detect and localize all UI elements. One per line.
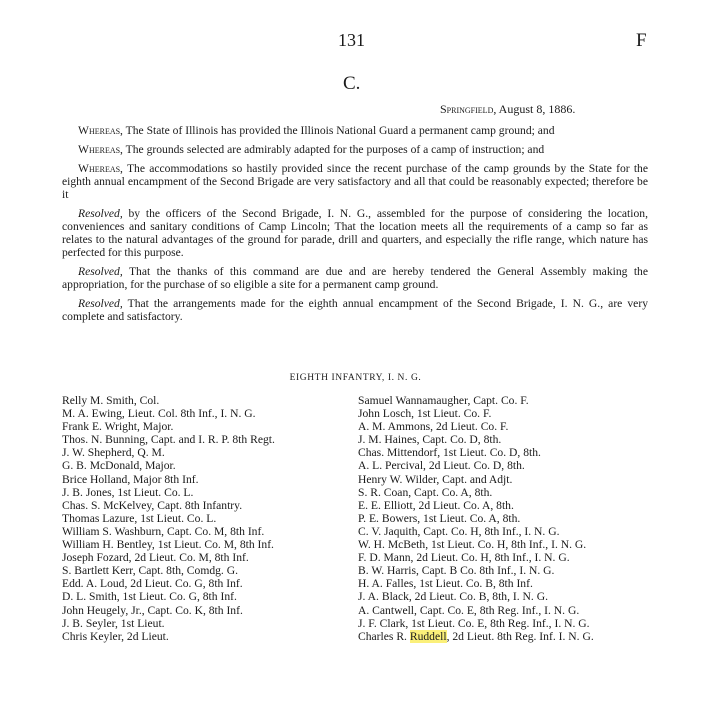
signatory: John Heugely, Jr., Capt. Co. K, 8th Inf. <box>62 603 243 617</box>
paragraph-text: That the thanks of this command are due and are hereby tendered the General Assembly making the appropriation, for the purchase of so eligible a site for a permanent camp ground. <box>62 265 648 291</box>
signatory: Chas. Mittendorf, 1st Lieut. Co. D, 8th. <box>358 446 541 460</box>
signatory: A. M. Ammons, 2d Lieut. Co. F. <box>358 420 509 434</box>
signatory: H. A. Falles, 1st Lieut. Co. B, 8th Inf. <box>358 577 533 591</box>
paragraph-text: The grounds selected are admirably adapted for the purposes of a camp of instruction; and <box>122 143 545 156</box>
signatory: A. L. Percival, 2d Lieut. Co. D, 8th. <box>358 459 525 473</box>
signatory-ruddell <box>358 630 653 643</box>
signatory: J. B. Jones, 1st Lieut. Co. L. <box>62 485 194 499</box>
signatory: A. Cantwell, Capt. Co. E, 8th Reg. Inf., I. N. G. <box>358 603 580 617</box>
signatory: J. M. Haines, Capt. Co. D, 8th. <box>358 433 502 447</box>
signatory: Edd. A. Loud, 2d Lieut. Co. G, 8th Inf. <box>62 577 243 591</box>
dateline <box>440 102 575 117</box>
signatory: J. B. Seyler, 1st Lieut. <box>62 616 165 630</box>
paragraph-text: That the arrangements made for the eighth annual encampment of the Second Brigade, I. N. G., are very complete and satisfactory. <box>62 297 648 323</box>
signatory: William S. Washburn, Capt. Co. M, 8th Inf. <box>62 524 265 538</box>
signatory: J. A. Black, 2d Lieut. Co. B, 8th, I. N. G. <box>358 590 549 604</box>
signatory: B. W. Harris, Capt. B Co. 8th Inf., I. N. G. <box>358 564 555 578</box>
signatory: Chris Keyler, 2d Lieut. <box>62 629 169 643</box>
dateline-place: Springfield <box>440 102 494 116</box>
signatories-left-column <box>62 394 356 643</box>
signatory-name-start: Charles R. <box>358 629 410 643</box>
highlighted-surname: Ruddell <box>409 629 447 643</box>
section-letter: C. <box>343 73 361 94</box>
dateline-date: , August 8, 1886. <box>493 102 576 116</box>
signatory: E. E. Elliott, 2d Lieut. Co. A, 8th. <box>358 498 514 512</box>
signatory: P. E. Bowers, 1st Lieut. Co. A, 8th. <box>358 511 521 525</box>
signatory: W. H. McBeth, 1st Lieut. Co. H, 8th Inf., I. N. G. <box>358 538 587 552</box>
paragraph-resolved-2 <box>62 265 648 291</box>
paragraph-text: The State of Illinois has provided the Illinois National Guard a permanent camp ground; and <box>122 124 555 137</box>
signatory: C. V. Jaquith, Capt. Co. H, 8th Inf., I. N. G. <box>358 524 560 538</box>
signatory: Frank E. Wright, Major. <box>62 420 174 434</box>
signatory: Henry W. Wilder, Capt. and Adjt. <box>358 472 513 486</box>
paragraph-lead: Whereas, <box>78 162 123 175</box>
paragraph-lead: Resolved, <box>78 297 123 310</box>
paragraph-text: The accommodations so hastily provided since the recent purchase of the camp grounds by the State for the eighth annual encampment of the Second Brigade are very satisfactory and all that could be reasonably expected; therefore be it <box>62 162 648 201</box>
signatory: J. W. Shepherd, Q. M. <box>62 446 165 460</box>
signatory: John Losch, 1st Lieut. Co. F. <box>358 407 492 421</box>
signatory-name-end: , 2d Lieut. 8th Reg. Inf. I. N. G. <box>446 629 594 643</box>
signatory: J. F. Clark, 1st Lieut. Co. E, 8th Reg. Inf., I. N. G. <box>358 616 590 630</box>
signatory: D. L. Smith, 1st Lieut. Co. G, 8th Inf. <box>62 590 237 604</box>
paragraph-lead: Whereas, <box>78 143 123 156</box>
paragraph-whereas-1 <box>62 124 648 137</box>
signatories-heading: EIGHTH INFANTRY, I. N. G. <box>289 373 422 383</box>
signatory: M. A. Ewing, Lieut. Col. 8th Inf., I. N. G. <box>62 407 256 421</box>
signatory: Brice Holland, Major 8th Inf. <box>62 472 199 486</box>
page-number: 131 <box>338 30 365 50</box>
paragraph-lead: Resolved, <box>78 265 123 278</box>
paragraph-whereas-2 <box>62 143 648 156</box>
resolution-body <box>62 124 648 329</box>
signatory: William H. Bentley, 1st Lieut. Co. M, 8th Inf. <box>62 538 274 552</box>
paragraph-whereas-3 <box>62 162 648 201</box>
paragraph-text: by the officers of the Second Brigade, I. N. G., assembled for the purpose of considering the location, conveniences and sanitary conditions of Camp Lincoln; That the location meets all the requirements of a camp so far as relates to the natural advantages of the ground for parade, drill and quarters, and especially the rifle range, which nature has perfected for this purpose. <box>62 207 648 259</box>
paragraph-resolved-3 <box>62 297 648 323</box>
signatory: Samuel Wannamaugher, Capt. Co. F. <box>358 394 529 407</box>
signatory: S. R. Coan, Capt. Co. A, 8th. <box>358 485 493 499</box>
paragraph-resolved-1 <box>62 207 648 259</box>
signatory: S. Bartlett Kerr, Capt. 8th, Comdg. G. <box>62 564 239 578</box>
signatories-right-column <box>358 394 653 643</box>
paragraph-lead: Resolved, <box>78 207 123 220</box>
paragraph-lead: Whereas, <box>78 124 123 137</box>
signatory: G. B. McDonald, Major. <box>62 459 176 473</box>
signatory: Thos. N. Bunning, Capt. and I. R. P. 8th Regt. <box>62 433 275 447</box>
corner-mark: F <box>636 30 647 51</box>
signatory: Joseph Fozard, 2d Lieut. Co. M, 8th Inf. <box>62 551 249 565</box>
signatory: Relly M. Smith, Col. <box>62 394 160 407</box>
signatory: Thomas Lazure, 1st Lieut. Co. L. <box>62 511 217 525</box>
signatory: F. D. Mann, 2d Lieut. Co. H, 8th Inf., I. N. G. <box>358 551 570 565</box>
signatory: Chas. S. McKelvey, Capt. 8th Infantry. <box>62 498 243 512</box>
